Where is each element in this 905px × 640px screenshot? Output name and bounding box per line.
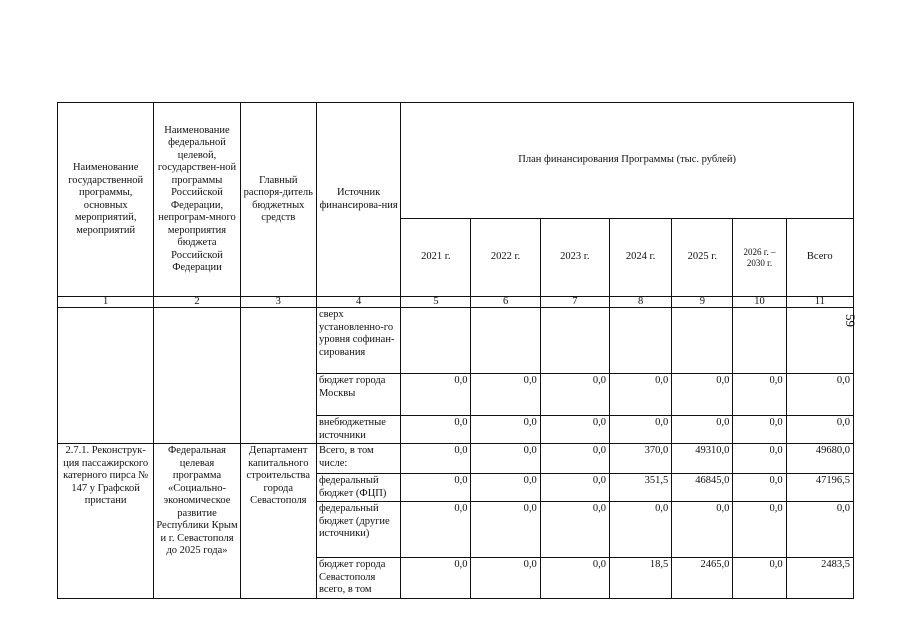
col-number: 9: [672, 297, 733, 308]
federal-program-name: Федеральная целевая программа «Социально-экономическое развитие Республики Крым и г. Севастополя до 2025 года»: [154, 444, 240, 599]
page-number: 59: [843, 314, 858, 327]
value-cell: 0,0: [733, 502, 786, 558]
col-number: 4: [316, 297, 400, 308]
empty-cell: [58, 308, 154, 444]
value-cell: 0,0: [401, 374, 471, 416]
value-cell: [609, 308, 671, 374]
year-2025: 2025 г.: [672, 219, 733, 297]
col-number: 2: [154, 297, 240, 308]
col-number: 7: [540, 297, 609, 308]
col-number: 6: [471, 297, 540, 308]
value-cell: 47196,5: [786, 474, 853, 502]
col-number: 1: [58, 297, 154, 308]
header-program-name: Наименование государственной программы, основных мероприятий, мероприятий: [58, 103, 154, 297]
value-cell: [471, 308, 540, 374]
value-cell: 0,0: [609, 502, 671, 558]
header-source: Источник финансирова-ния: [316, 103, 400, 297]
col-number: 10: [733, 297, 786, 308]
value-cell: [733, 308, 786, 374]
value-cell: 0,0: [672, 374, 733, 416]
table-row: [58, 444, 854, 474]
value-cell: 0,0: [786, 502, 853, 558]
value-cell: 0,0: [471, 502, 540, 558]
value-cell: 0,0: [733, 558, 786, 599]
measure-name: 2.7.1. Реконструк-ция пассажирского катерного пирса № 147 у Графской пристани: [58, 444, 154, 599]
value-cell: 0,0: [471, 374, 540, 416]
value-cell: 0,0: [540, 444, 609, 474]
value-cell: 0,0: [786, 416, 853, 444]
value-cell: 0,0: [733, 474, 786, 502]
col-number: 8: [609, 297, 671, 308]
value-cell: 0,0: [471, 558, 540, 599]
value-cell: 0,0: [471, 474, 540, 502]
value-cell: 0,0: [401, 474, 471, 502]
value-cell: 0,0: [733, 416, 786, 444]
source-cell: внебюджетные источники: [316, 416, 400, 444]
year-2023: 2023 г.: [540, 219, 609, 297]
value-cell: 0,0: [672, 416, 733, 444]
value-cell: 49680,0: [786, 444, 853, 474]
value-cell: 0,0: [471, 444, 540, 474]
value-cell: [672, 308, 733, 374]
year-2021: 2021 г.: [401, 219, 471, 297]
col-number: 11: [786, 297, 853, 308]
empty-cell: [240, 308, 316, 444]
value-cell: 0,0: [540, 374, 609, 416]
col-number: 5: [401, 297, 471, 308]
value-cell: 0,0: [609, 374, 671, 416]
value-cell: 18,5: [609, 558, 671, 599]
value-cell: 0,0: [733, 444, 786, 474]
admin-name: Департамент капитального строительства города Севастополя: [240, 444, 316, 599]
year-2026-2030: 2026 г. – 2030 г.: [733, 219, 786, 297]
value-cell: 370,0: [609, 444, 671, 474]
year-2022: 2022 г.: [471, 219, 540, 297]
value-cell: [540, 308, 609, 374]
value-cell: 0,0: [540, 416, 609, 444]
value-cell: 0,0: [401, 416, 471, 444]
source-cell: федеральный бюджет (другие источники): [316, 502, 400, 558]
value-cell: 2483,5: [786, 558, 853, 599]
source-cell: бюджет города Москвы: [316, 374, 400, 416]
header-federal-program: Наименование федеральной целевой, государствен-ной программы Российской Федерации, непрограм-много мероприятия бюджета Российской Федерации: [154, 103, 240, 297]
value-cell: 2465,0: [672, 558, 733, 599]
source-cell: Всего, в том числе:: [316, 444, 400, 474]
financing-table: [57, 102, 854, 599]
source-cell: бюджет города Севастополя всего, в том: [316, 558, 400, 599]
value-cell: 46845,0: [672, 474, 733, 502]
value-cell: [401, 308, 471, 374]
value-cell: 0,0: [540, 474, 609, 502]
source-cell: федеральный бюджет (ФЦП): [316, 474, 400, 502]
year-total: Всего: [786, 219, 853, 297]
value-cell: 0,0: [672, 502, 733, 558]
source-cell: сверх установленно-го уровня софинан-сирования: [316, 308, 400, 374]
value-cell: 0,0: [786, 374, 853, 416]
value-cell: 0,0: [401, 444, 471, 474]
value-cell: 0,0: [733, 374, 786, 416]
header-admin: Главный распоря-дитель бюджетных средств: [240, 103, 316, 297]
value-cell: 0,0: [540, 558, 609, 599]
empty-cell: [154, 308, 240, 444]
value-cell: 49310,0: [672, 444, 733, 474]
col-number: 3: [240, 297, 316, 308]
value-cell: [786, 308, 853, 374]
value-cell: 0,0: [540, 502, 609, 558]
value-cell: 0,0: [609, 416, 671, 444]
table-row: [58, 308, 854, 374]
year-2024: 2024 г.: [609, 219, 671, 297]
header-plan: План финансирования Программы (тыс. рублей): [401, 103, 854, 219]
value-cell: 0,0: [471, 416, 540, 444]
value-cell: 351,5: [609, 474, 671, 502]
value-cell: 0,0: [401, 558, 471, 599]
value-cell: 0,0: [401, 502, 471, 558]
